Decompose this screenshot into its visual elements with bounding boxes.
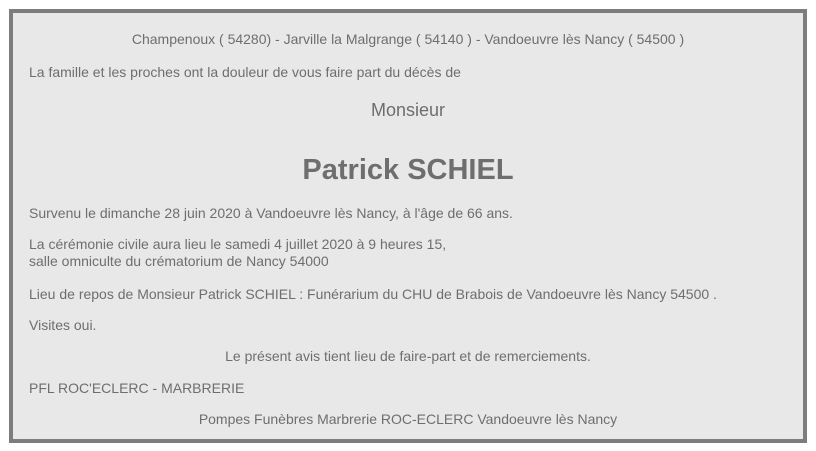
footer-signature: Pompes Funèbres Marbrerie ROC-ECLERC Vandoeuvre lès Nancy [198, 411, 618, 427]
closing-statement: Le présent avis tient lieu de faire-part et de remerciements. [225, 348, 591, 364]
ceremony-details: La cérémonie civile aura lieu le samedi 4 juillet 2020 à 9 heures 15, [29, 236, 447, 252]
ceremony-venue: salle omniculte du crématorium de Nancy 54000 [29, 253, 329, 269]
deceased-name: Patrick SCHIEL [302, 154, 514, 186]
locations-line: Champenoux ( 54280) - Jarville la Malgrange ( 54140 ) - Vandoeuvre lès Nancy ( 54500 ) [131, 31, 685, 47]
visits-info: Visites oui. [29, 317, 97, 333]
intro-text: La famille et les proches ont la douleur de vous faire part du décès de [29, 64, 461, 80]
obituary-notice [9, 9, 807, 443]
rest-place: Lieu de repos de Monsieur Patrick SCHIEL : Funérarium du CHU de Brabois de Vandoeuvre lès Nancy 54500 . [29, 286, 717, 302]
death-details: Survenu le dimanche 28 juin 2020 à Vandoeuvre lès Nancy, à l'âge de 66 ans. [29, 205, 513, 221]
civility-title: Monsieur [370, 100, 446, 120]
funeral-company: PFL ROC'ECLERC - MARBRERIE [29, 380, 245, 396]
